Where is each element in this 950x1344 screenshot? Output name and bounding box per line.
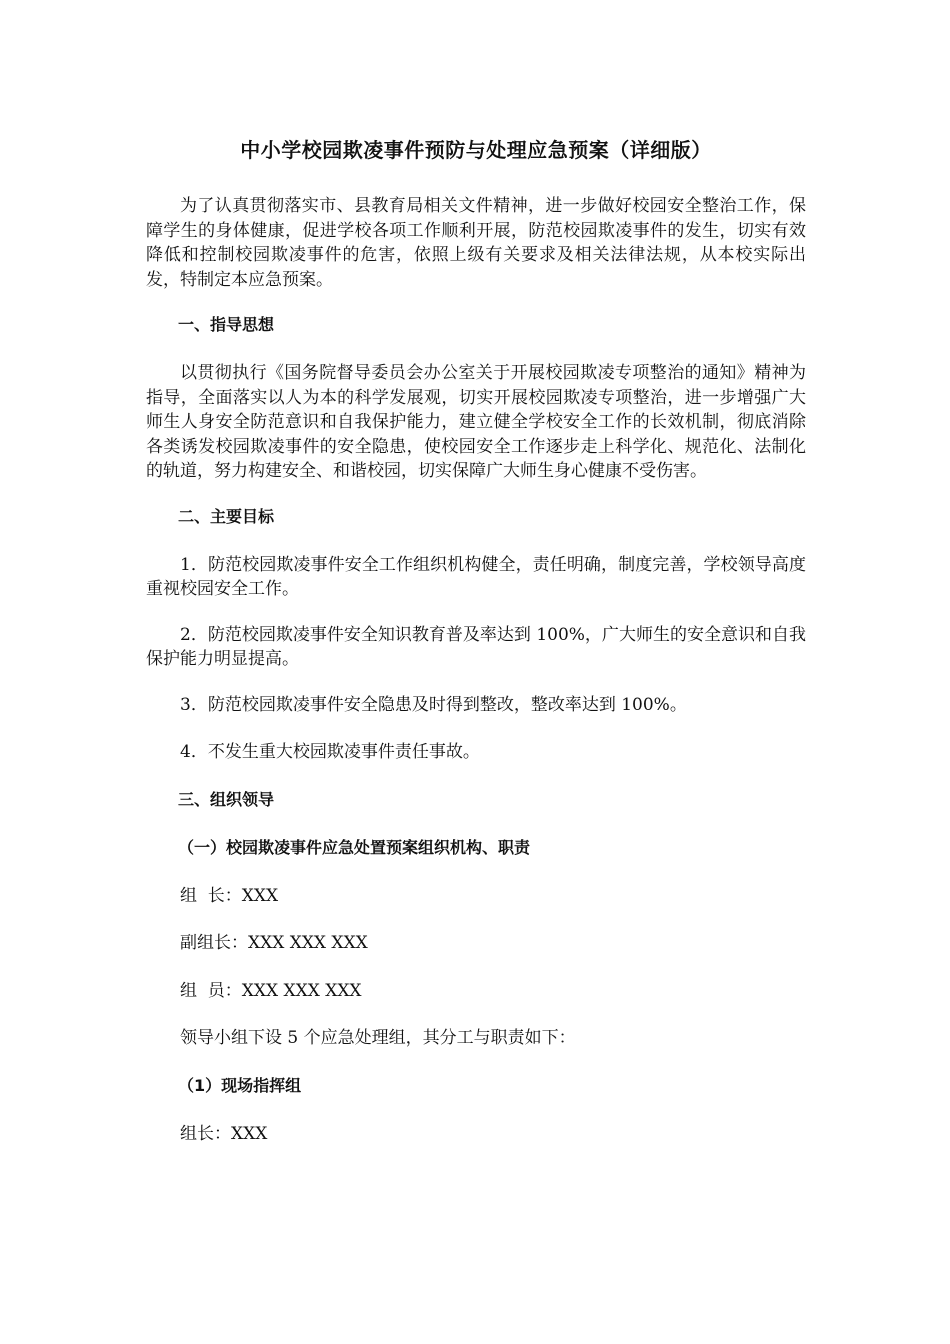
goal-item: 4．不发生重大校园欺凌事件责任事故。 [180, 742, 480, 762]
subsection-heading-structure: （一）校园欺凌事件应急处置预案组织机构、职责 [178, 837, 531, 857]
goal-item: 1．防范校园欺凌事件安全工作组织机构健全，责任明确，制度完善，学校领导高度重视校园安全工作。 [146, 554, 806, 599]
document-title: 中小学校园欺凌事件预防与处理应急预案（详细版） [240, 138, 712, 162]
document-page [146, 132, 806, 1169]
deputy-leader-line: 副组长：XXX XXX XXX [180, 933, 368, 953]
section-heading-guiding-ideology: 一、指导思想 [178, 315, 275, 334]
group-leader-line: 组长：XXX [180, 1123, 268, 1144]
goal-item: 2．防范校园欺凌事件安全知识教育普及率达到 100%，广大师生的安全意识和自我保护能力明显提高。 [146, 624, 806, 669]
guiding-ideology-paragraph: 以贯彻执行《国务院督导委员会办公室关于开展校园欺凌专项整治的通知》精神为指导，全面落实以人为本的科学发展观，切实开展校园欺凌专项整治，进一步增强广大师生人身安全防范意识和自我保护能力，建立健全学校安全工作的长效机制，彻底消除各类诱发校园欺凌事件的安全隐患，使校园安全工作逐步走上科学化、规范化、法制化的轨道，努力构建安全、和谐校园，切实保障广大师生身心健康不受伤害。 [146, 363, 806, 481]
groups-note: 领导小组下设 5 个应急处理组，其分工与职责如下： [180, 1028, 576, 1048]
section-heading-organization: 三、组织领导 [178, 789, 275, 809]
intro-paragraph: 为了认真贯彻落实市、县教育局相关文件精神，进一步做好校园安全整治工作，保障学生的身体健康，促进学校各项工作顺利开展，防范校园欺凌事件的发生，切实有效降低和控制校园欺凌事件的危害，依照上级有关要求及相关法律法规，从本校实际出发，特制定本应急预案。 [146, 196, 806, 290]
goal-item: 3．防范校园欺凌事件安全隐患及时得到整改，整改率达到 100%。 [180, 694, 687, 715]
section-heading-main-goals: 二、主要目标 [178, 506, 275, 526]
group-heading-onsite-command: （1）现场指挥组 [178, 1075, 302, 1095]
members-line: 组 员：XXX XXX XXX [180, 980, 362, 1001]
leader-line: 组 长：XXX [180, 885, 279, 906]
